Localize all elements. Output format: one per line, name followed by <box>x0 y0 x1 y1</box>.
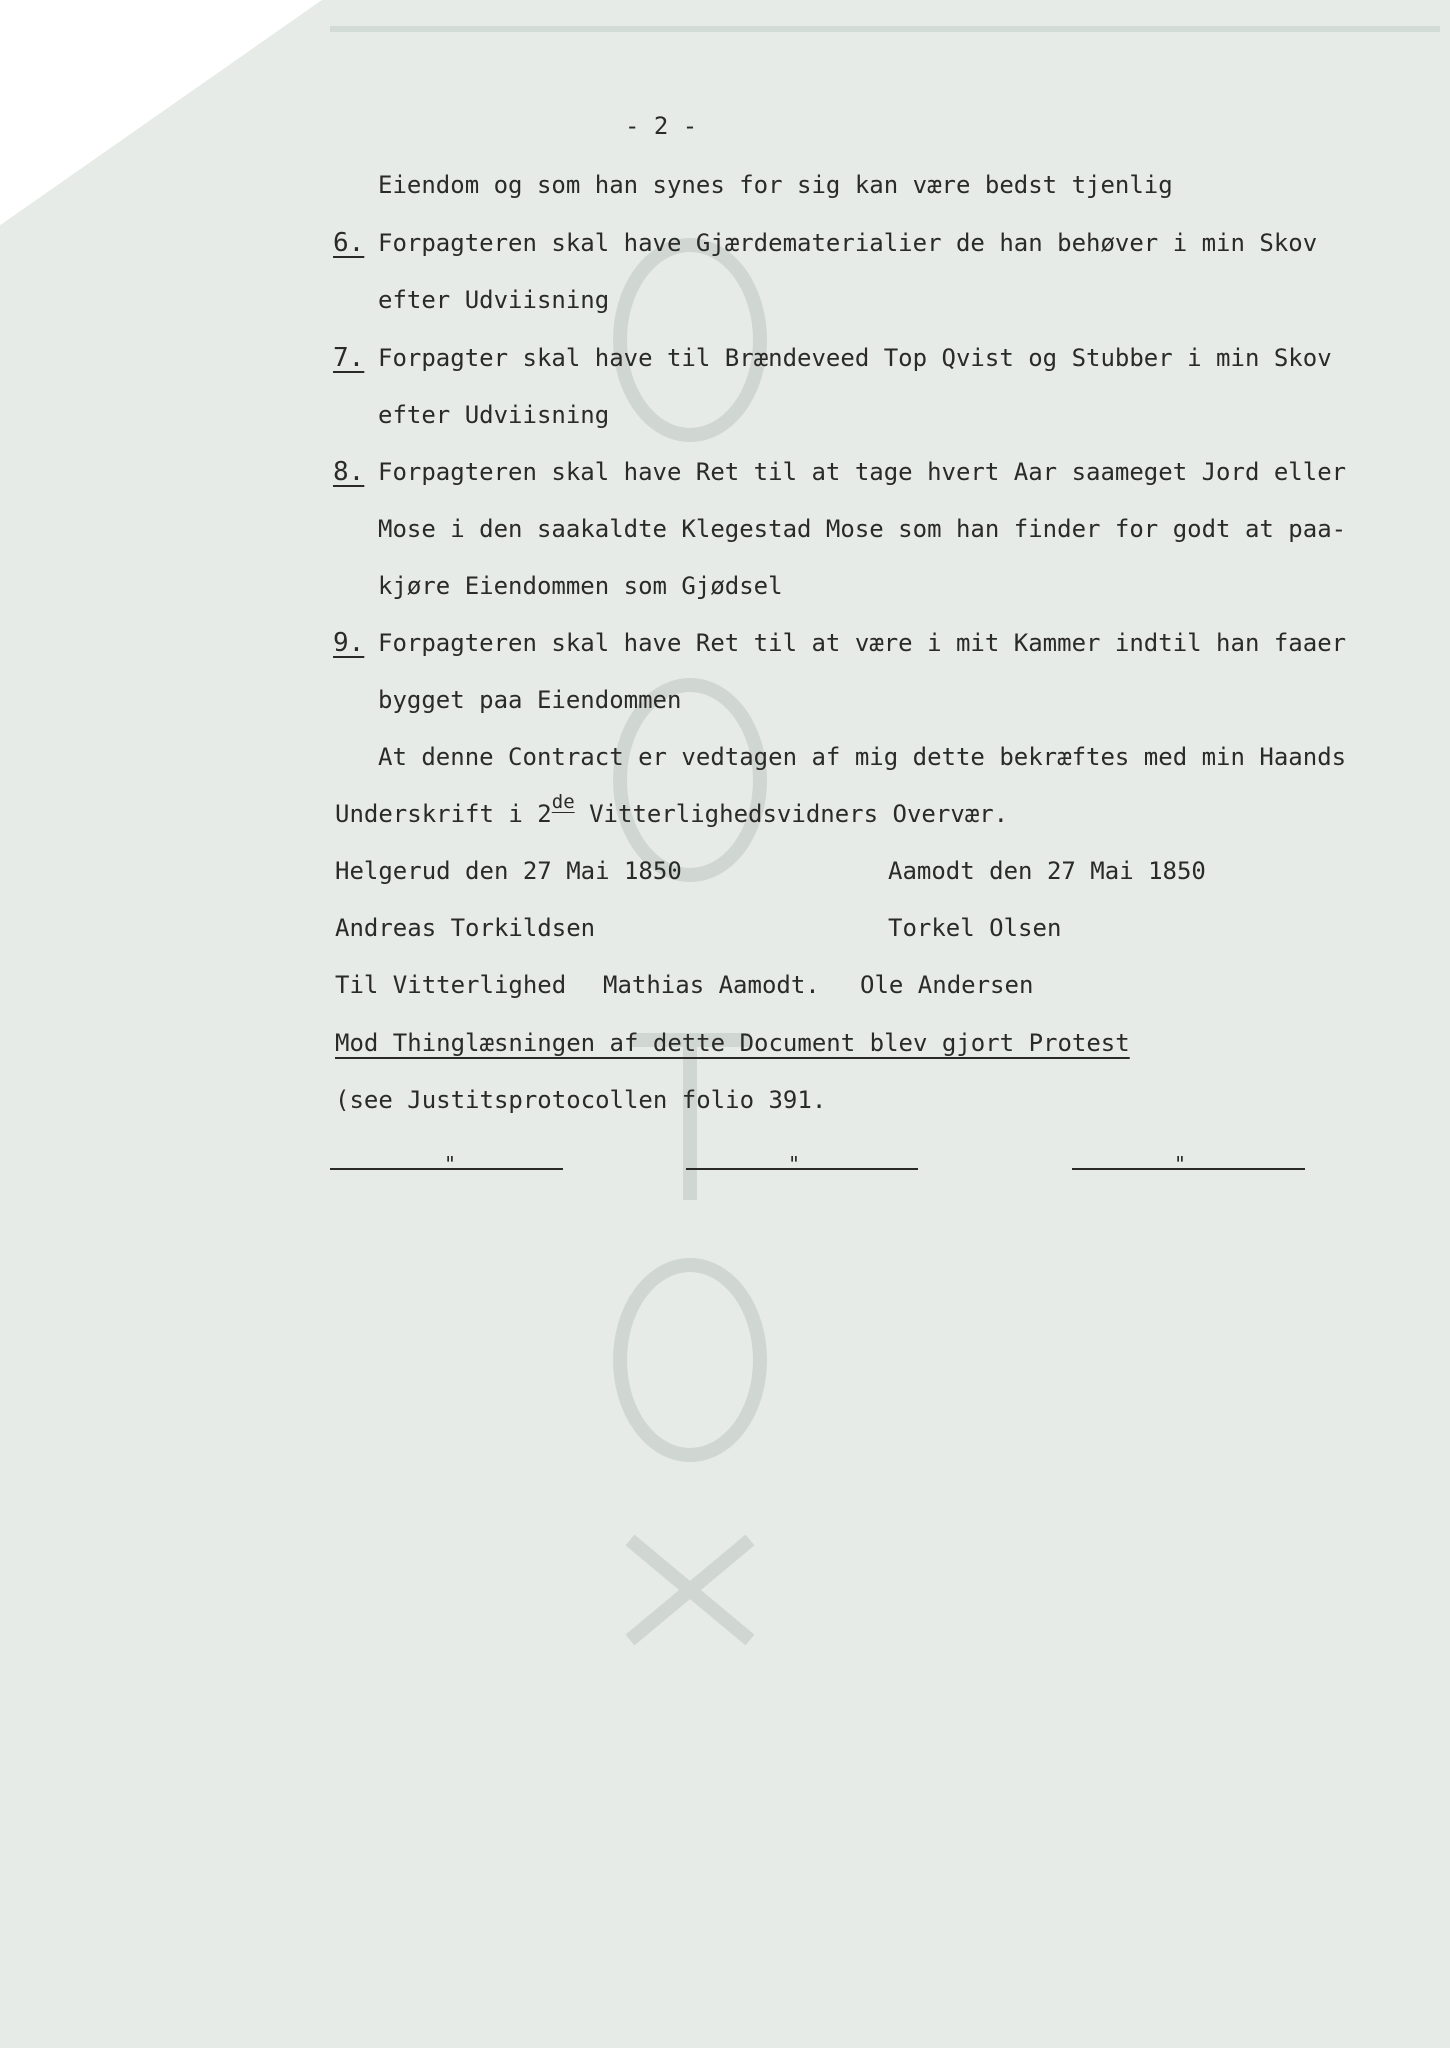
clause-line: Forpagter skal have til Brændeveed Top Qvist og Stubber i min Skov <box>378 344 1332 372</box>
clause-number: 9. <box>333 628 365 658</box>
witness-name: Ole Andersen <box>860 971 1034 999</box>
ditto-rule <box>686 1168 918 1170</box>
place-date-right: Aamodt den 27 Mai 1850 <box>888 857 1206 885</box>
clause-number: 8. <box>333 457 365 487</box>
clause-line: Forpagteren skal have Ret til at være i mit Kammer indtil han faaer <box>378 629 1347 657</box>
confirmation-text: Vitterlighedsvidners Overvær. <box>574 800 1009 828</box>
clause-line: efter Udviisning <box>378 401 610 429</box>
clause-number: 7. <box>333 343 365 373</box>
confirmation-text: Underskrift i 2 <box>335 800 552 828</box>
witness-name: Mathias Aamodt. <box>603 971 820 999</box>
signature-right: Torkel Olsen <box>888 914 1062 942</box>
clause-line: Forpagteren skal have Gjærdematerialier de han behøver i min Skov <box>378 229 1318 257</box>
clause-line: bygget paa Eiendommen <box>378 686 682 714</box>
witness-label: Til Vitterlighed <box>335 971 567 999</box>
clause-line: kjøre Eiendommen som Gjødsel <box>378 572 783 600</box>
clause-line: Mose i den saakaldte Klegestad Mose som han finder for godt at paa- <box>378 515 1347 543</box>
ditto-mark: " <box>1174 1152 1187 1176</box>
ordinal-superscript: de <box>551 791 575 813</box>
ditto-mark: " <box>444 1152 457 1176</box>
clause-number: 6. <box>333 228 365 258</box>
confirmation-line-2 <box>335 791 1009 831</box>
confirmation-line: At denne Contract er vedtagen af mig dette bekræftes med min Haands <box>378 743 1347 771</box>
ditto-rule <box>1072 1168 1305 1170</box>
signature-left: Andreas Torkildsen <box>335 914 596 942</box>
ditto-mark: " <box>788 1152 801 1176</box>
intro-line: Eiendom og som han synes for sig kan være bedst tjenlig <box>378 171 1173 199</box>
clause-line: efter Udviisning <box>378 286 610 314</box>
protest-note: Mod Thinglæsningen af dette Document blev gjort Protest <box>335 1029 1130 1057</box>
place-date-left: Helgerud den 27 Mai 1850 <box>335 857 682 885</box>
protocol-reference: (see Justitsprotocollen folio 391. <box>335 1086 827 1114</box>
clause-line: Forpagteren skal have Ret til at tage hvert Aar saameget Jord eller <box>378 458 1347 486</box>
page-number: - 2 - <box>625 112 698 140</box>
